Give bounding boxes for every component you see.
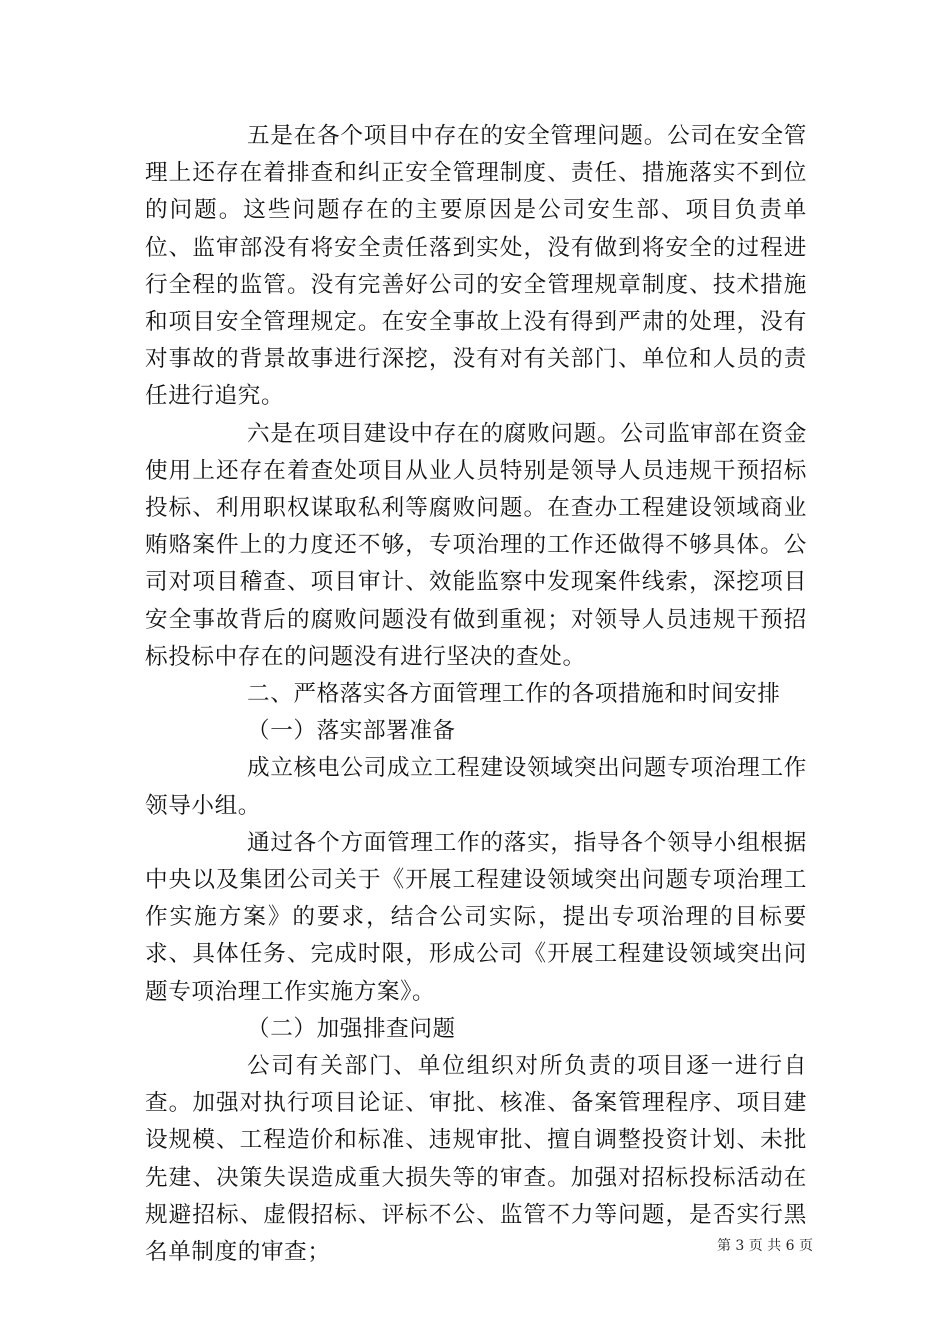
paragraph-leadership-group: 成立核电公司成立工程建设领域突出问题专项治理工作领导小组。 [145,755,807,819]
document-body [145,118,807,1271]
section-heading: 二、严格落实各方面管理工作的各项措施和时间安排 [247,681,781,708]
paragraph-corruption-issues: 六是在项目建设中存在的腐败问题。公司监审部在资金使用上还存在着查处项目从业人员特别是领导人员违规干预招标投标、利用职权谋取私利等腐败问题。在查办工程建设领域商业贿赂案件上的力度还不够，专项治理的工作还做得不够具体。公司对项目稽查、项目审计、效能监察中发现案件线索，深挖项目安全事故背后的腐败问题没有做到重视；对领导人员违规干预招标投标中存在的问题没有进行坚决的查处。 [145,420,807,670]
paragraph-self-inspection: 公司有关部门、单位组织对所负责的项目逐一进行自查。加强对执行项目论证、审批、核准、备案管理程序、项目建设规模、工程造价和标准、违规审批、擅自调整投资计划、未批先建、决策失误造成重大损失等的审查。加强对招标投标活动在规避招标、虚假招标、评标不公、监管不力等问题，是否实行黑名单制度的审查； [145,1053,807,1266]
subsection-heading-2: （二）加强排查问题 [247,1015,456,1042]
page-number: 第 3 页 共 6 页 [716,1238,814,1254]
subsection-heading-1: （一）落实部署准备 [247,718,456,745]
paragraph-implementation-plan: 通过各个方面管理工作的落实，指导各个领导小组根据中央以及集团公司关于《开展工程建设领域突出问题专项治理工作实施方案》的要求，结合公司实际，提出专项治理的目标要求、具体任务、完成时限，形成公司《开展工程建设领域突出问题专项治理工作实施方案》。 [145,829,807,1005]
page-footer [0,1237,950,1255]
paragraph-safety-issues: 五是在各个项目中存在的安全管理问题。公司在安全管理上还存在着排查和纠正安全管理制度、责任、措施落实不到位的问题。这些问题存在的主要原因是公司安生部、项目负责单位、监审部没有将安全责任落到实处，没有做到将安全的过程进行全程的监管。没有完善好公司的安全管理规章制度、技术措施和项目安全管理规定。在安全事故上没有得到严肃的处理，没有对事故的背景故事进行深挖，没有对有关部门、单位和人员的责任进行追究。 [145,123,807,410]
